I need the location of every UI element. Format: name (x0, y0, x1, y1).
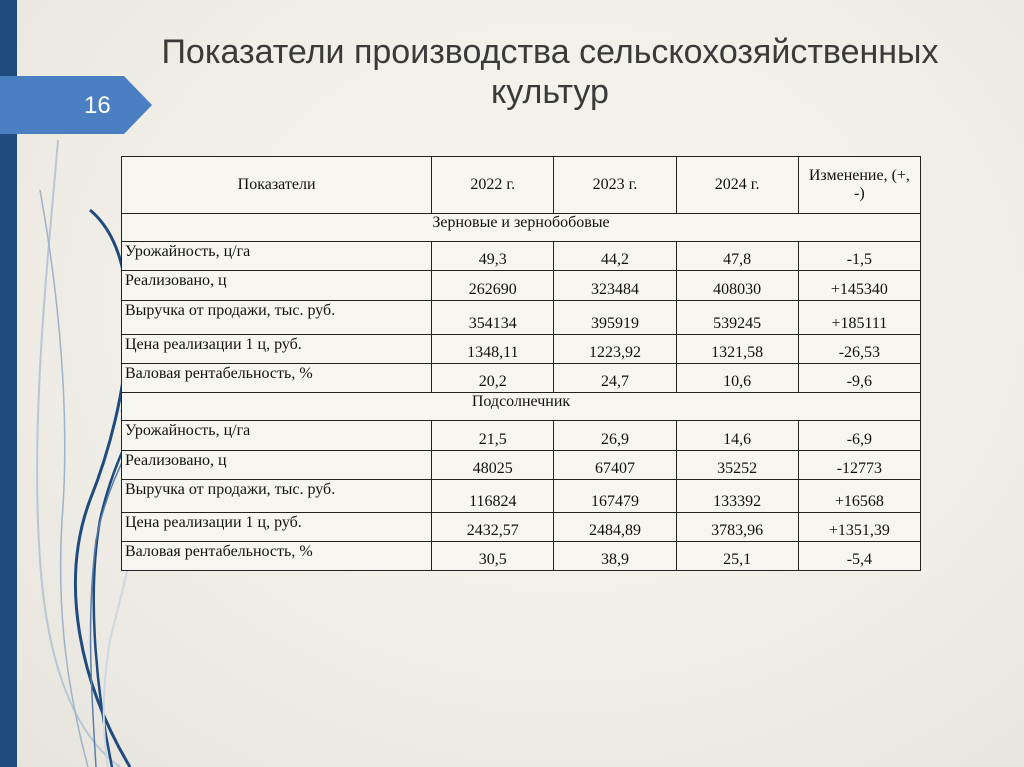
table-row (122, 542, 921, 571)
cell-2022: 20,2 (432, 364, 554, 393)
cell-2023: 323484 (554, 271, 676, 301)
table-row (122, 301, 921, 335)
cell-2024: 1321,58 (676, 335, 798, 364)
row-label: Реализовано, ц (122, 271, 432, 301)
section-title: Зерновые и зернобобовые (122, 214, 921, 242)
cell-change: +185111 (798, 301, 920, 335)
cell-2022: 49,3 (432, 242, 554, 271)
cell-2023: 67407 (554, 451, 676, 480)
table-row (122, 242, 921, 271)
section-row-sunflower (122, 393, 921, 421)
table-row (122, 364, 921, 393)
cell-2024: 133392 (676, 480, 798, 513)
header-2022: 2022 г. (432, 157, 554, 214)
slide-number: 16 (84, 92, 111, 119)
row-label: Выручка от продажи, тыс. руб. (122, 480, 432, 513)
row-label: Урожайность, ц/га (122, 242, 432, 271)
cell-2023: 167479 (554, 480, 676, 513)
cell-2023: 395919 (554, 301, 676, 335)
row-label: Урожайность, ц/га (122, 421, 432, 451)
cell-change: -9,6 (798, 364, 920, 393)
table-header-row (122, 157, 921, 214)
row-label: Цена реализации 1 ц, руб. (122, 335, 432, 364)
slide-title: Показатели производства сельскохозяйственных культур (161, 33, 939, 111)
row-label: Валовая рентабельность, % (122, 542, 432, 571)
cell-2022: 30,5 (432, 542, 554, 571)
cell-2023: 26,9 (554, 421, 676, 451)
header-change: Изменение, (+, -) (798, 157, 920, 214)
table-row (122, 480, 921, 513)
table-row (122, 335, 921, 364)
header-2023: 2023 г. (554, 157, 676, 214)
cell-2022: 48025 (432, 451, 554, 480)
cell-change: -26,53 (798, 335, 920, 364)
table-row (122, 451, 921, 480)
row-label: Цена реализации 1 ц, руб. (122, 513, 432, 542)
cell-2023: 44,2 (554, 242, 676, 271)
table-row (122, 513, 921, 542)
table-row (122, 421, 921, 451)
cell-2022: 1348,11 (432, 335, 554, 364)
cell-2023: 38,9 (554, 542, 676, 571)
row-label: Выручка от продажи, тыс. руб. (122, 301, 432, 335)
cell-2024: 539245 (676, 301, 798, 335)
cell-change: +145340 (798, 271, 920, 301)
cell-change: -1,5 (798, 242, 920, 271)
cell-2024: 14,6 (676, 421, 798, 451)
cell-change: +16568 (798, 480, 920, 513)
header-indicators: Показатели (122, 157, 432, 214)
production-indicators-table (121, 156, 921, 571)
cell-change: -6,9 (798, 421, 920, 451)
cell-2023: 2484,89 (554, 513, 676, 542)
cell-2024: 10,6 (676, 364, 798, 393)
cell-2024: 3783,96 (676, 513, 798, 542)
cell-2023: 1223,92 (554, 335, 676, 364)
cell-2024: 35252 (676, 451, 798, 480)
cell-2024: 25,1 (676, 542, 798, 571)
cell-2022: 21,5 (432, 421, 554, 451)
cell-change: +1351,39 (798, 513, 920, 542)
section-row-grain (122, 214, 921, 242)
cell-2024: 47,8 (676, 242, 798, 271)
cell-2022: 262690 (432, 271, 554, 301)
cell-2022: 2432,57 (432, 513, 554, 542)
cell-2022: 354134 (432, 301, 554, 335)
cell-change: -12773 (798, 451, 920, 480)
cell-2022: 116824 (432, 480, 554, 513)
row-label: Реализовано, ц (122, 451, 432, 480)
section-title: Подсолнечник (122, 393, 921, 421)
cell-2023: 24,7 (554, 364, 676, 393)
row-label: Валовая рентабельность, % (122, 364, 432, 393)
header-2024: 2024 г. (676, 157, 798, 214)
table-row (122, 271, 921, 301)
cell-change: -5,4 (798, 542, 920, 571)
cell-2024: 408030 (676, 271, 798, 301)
